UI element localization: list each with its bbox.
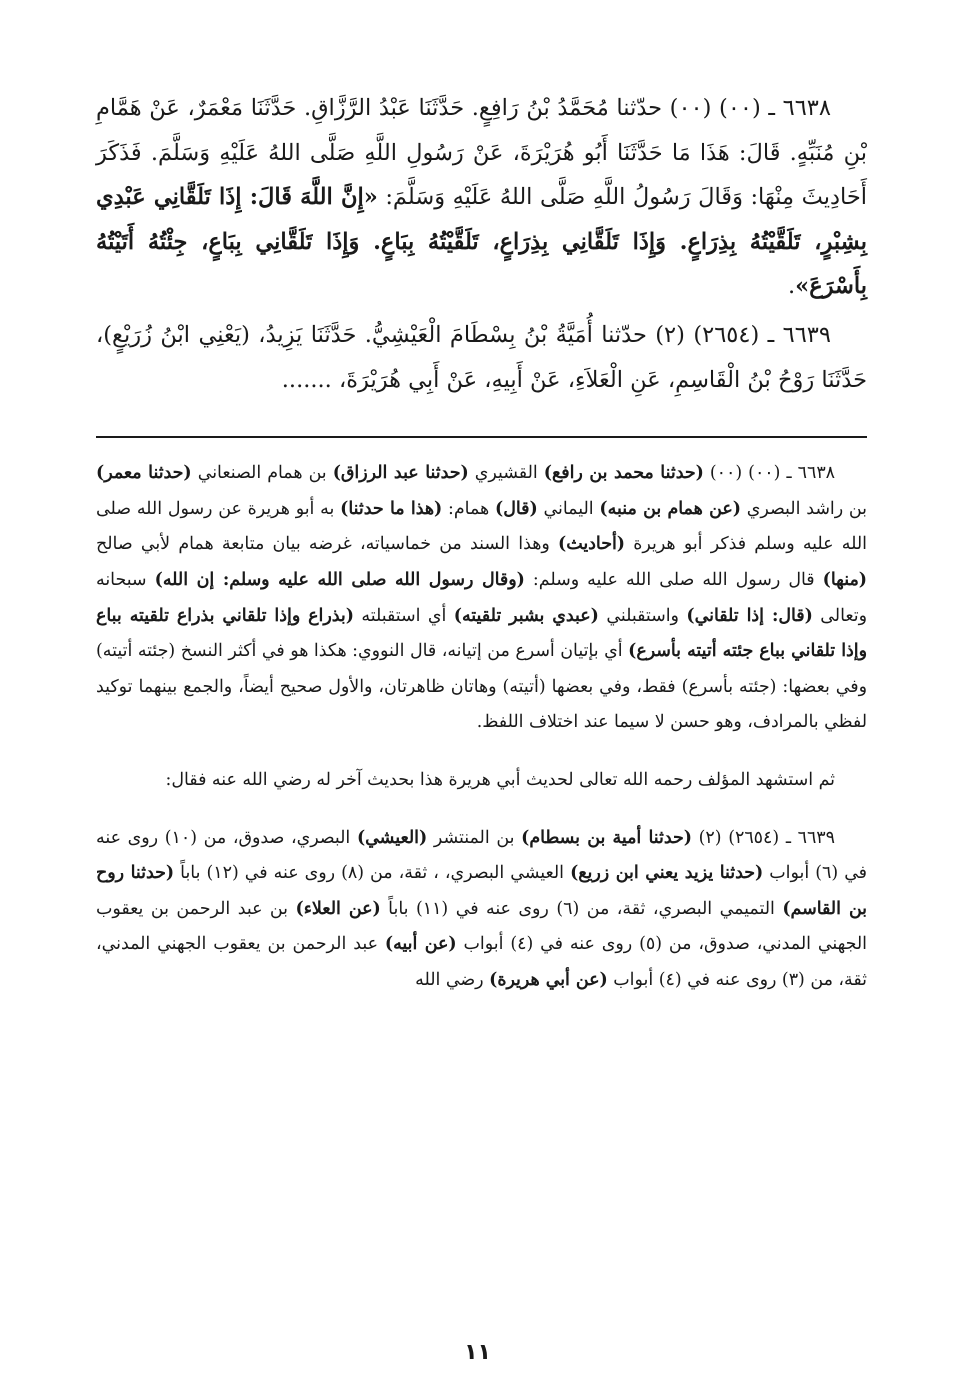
commentary-transition: ثم استشهد المؤلف رحمه الله تعالى لحديث أبي هريرة هذا بحديث آخر له رضي الله عنه فقال: bbox=[165, 769, 835, 790]
page-number: ١١ bbox=[464, 1340, 491, 1365]
hadith-6638-text: ٦٦٣٨ ـ (٠٠) (٠٠) حدّثنا مُحَمَّدُ بْنُ رَافِعٍ. حَدَّثَنَا عَبْدُ الرَّزَّاقِ. حَدَّثَنَا مَعْمَرٌ، عَنْ هَمَّامِ بْنِ مُنَبِّهٍ. قَالَ: هَذَا مَا حَدَّثَنَا أَبُو هُرَيْرَةَ، عَنْ رَسُولِ اللَّهِ صَلَّى اللهُ عَلَيْهِ وَسَلَّمَ. فَذَكَرَ أَحَادِيثَ مِنْهَا: وَقَالَ رَسُولُ اللَّهِ صَلَّى اللهُ عَلَيْهِ وَسَلَّمَ: «إِنَّ اللَّهَ قَالَ: إِذَا تَلَقَّانِي عَبْدِي بِشِبْرٍ، تَلَقَّيْتُهُ بِذِرَاعٍ. وَإِذَا تَلَقَّانِي بِذِرَاعٍ، تَلَقَّيْتُهُ بِبَاعٍ. وَإِذَا تَلَقَّانِي بِبَاعٍ، جِئْتُهُ أَتَيْتُهُ بِأَسْرَعَ». bbox=[96, 95, 867, 300]
hadith-qudsi-quote: «إِنَّ اللَّهَ قَالَ: إِذَا تَلَقَّانِي عَبْدِي بِشِبْرٍ، تَلَقَّيْتُهُ بِذِرَاعٍ. وَإِذَا تَلَقَّانِي بِذِرَاعٍ، تَلَقَّيْتُهُ بِبَاعٍ. وَإِذَا تَلَقَّانِي بِبَاعٍ، جِئْتُهُ أَتَيْتُهُ بِأَسْرَعَ» bbox=[96, 184, 867, 300]
commentary-6638: ٦٦٣٨ ـ (٠٠) (٠٠) (حدثنا محمد بن رافع) القشيري (حدثنا عبد الرزاق) بن همام الصنعاني (حدثنا معمر) بن راشد البصري (عن همام بن منبه) اليماني (قال) همام: (هذا ما حدثنا) به أبو هريرة عن رسول الله صلى الله عليه وسلم فذكر أبو هريرة (أحاديث) وهذا السند من خماسياته، غرضه بيان متابعة همام لأبي صالح (منها) قال رسول الله صلى الله عليه وسلم: (وقال رسول الله صلى الله عليه وسلم: إن الله) سبحانه وتعالى (قال: إذا تلقاني) واستقبلني (عبدي بشبر تلقيته) أي استقبلته (بذراع وإذا تلقاني بذراع تلقيته بباع وإذا تلقاني بباع جئته أتيته بأسرع) أي بإتيان أسرع من إتيانه، قال النووي: هكذا هو في أكثر النسخ (جئته أتيته) وفي بعضها: (جئته بأسرع) فقط، وفي بعضها (أتيته) وهاتان ظاهرتان، والأول صحيح أيضاً، والجمع بينهما توكيد لفظي بالمرادف، وهو حسن لا سيما عند اختلاف اللفظ. bbox=[96, 463, 868, 733]
commentary-6639: ٦٦٣٩ ـ (٢٦٥٤) (٢) (حدثنا أمية بن بسطام) بن المنتشر (العيشي) البصري، صدوق، من (١٠) روى عنه في (٦) أبواب (حدثنا يزيد يعني ابن زريع) العيشي البصري، ، ثقة، من (٨) روى عنه في (١٢) باباً (حدثنا روح بن القاسم) التميمي البصري، ثقة، من (٦) روى عنه في (١١) باباً (عن العلاء) بن عبد الرحمن بن يعقوب الجهني المدني، صدوق، من (٥) روى عنه في (٤) أبواب (عن أبيه) عبد الرحمن بن يعقوب الجهني المدني، ثقة، من (٣) روى عنه في (٤) أبواب (عن أبي هريرة) رضي الله bbox=[96, 827, 868, 990]
hadith-6639-text: ٦٦٣٩ ـ (٢٦٥٤) (٢) حدّثنا أُمَيَّةُ بْنُ بِسْطَامَ الْعَيْشِيُّ. حَدَّثَنَا يَزِيدُ، (يَعْنِي ابْنُ زُرَيْعٍ)، حَدَّثَنَا رَوْحُ بْنُ الْقَاسِمِ، عَنِ الْعَلاَءِ، عَنْ أَبِيهِ، عَنْ أَبِي هُرَيْرَةَ، ....... bbox=[96, 321, 867, 393]
footnote-divider bbox=[96, 436, 867, 438]
